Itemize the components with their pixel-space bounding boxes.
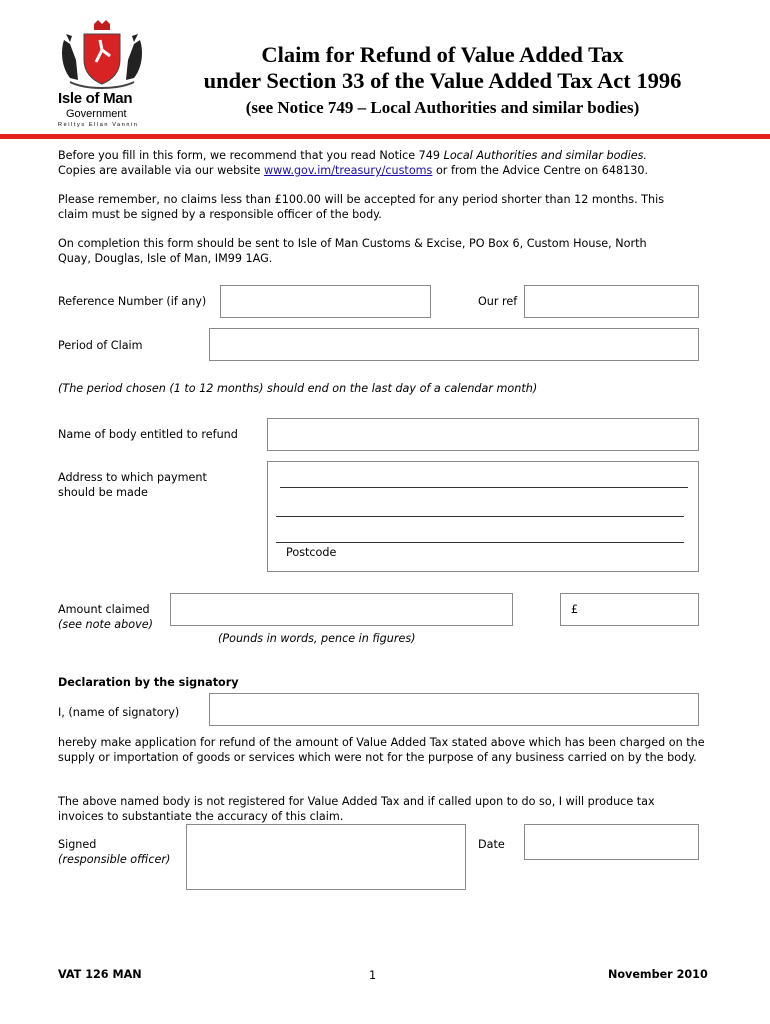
reference-number-label: Reference Number (if any) <box>58 295 207 308</box>
declaration-paragraph-1: hereby make application for refund of the amount of Value Added Tax stated above which has been charged on the supply or importation of goods or services which were not for the purpose of any business carried on by the body. <box>58 736 705 764</box>
body-name-label: Name of body entitled to refund <box>58 428 238 441</box>
form-title-line-2: under Section 33 of the Value Added Tax Act 1996 <box>203 68 682 93</box>
address-line-3 <box>276 542 684 543</box>
intro-p1-text-b: Copies are available via our website <box>58 164 264 177</box>
our-ref-field[interactable] <box>524 285 699 318</box>
intro-p1-text-c: or from the Advice Centre on 648130. <box>432 164 649 177</box>
form-subtitle: (see Notice 749 – Local Authorities and similar bodies) <box>245 98 640 117</box>
logo-text-isle-of-man: Isle of Man <box>58 90 133 107</box>
declaration-heading: Declaration by the signatory <box>58 676 239 689</box>
isle-of-man-government-logo <box>56 20 148 132</box>
our-ref-label: Our ref <box>478 295 518 308</box>
address-line-1 <box>280 487 688 488</box>
footer-date: November 2010 <box>608 968 708 981</box>
website-link[interactable]: www.gov.im/treasury/customs <box>263 164 433 177</box>
date-field[interactable] <box>524 824 699 860</box>
pound-sign: £ <box>571 603 579 616</box>
address-line-2 <box>276 516 684 517</box>
intro-paragraph-3: On completion this form should be sent to Isle of Man Customs & Excise, PO Box 6, Custom House, North Quay, Douglas, Isle of Man, IM99 1AG. <box>58 237 647 265</box>
signed-note: (responsible officer) <box>58 853 171 866</box>
amount-in-words-field[interactable] <box>170 593 513 626</box>
period-of-claim-field[interactable] <box>209 328 699 361</box>
postcode-label: Postcode <box>286 546 337 559</box>
intro-paragraph-1 <box>58 148 718 178</box>
notice-title-italic: Local Authorities and similar bodies. <box>443 149 647 162</box>
intro-paragraph-2: Please remember, no claims less than £100.00 will be accepted for any period shorter than 12 months. This claim must be signed by a responsible officer of the body. <box>58 193 665 221</box>
body-name-field[interactable] <box>267 418 699 451</box>
logo-text-government: Government <box>66 108 127 120</box>
signatory-name-field[interactable] <box>209 693 699 726</box>
declaration-paragraph-2: The above named body is not registered for Value Added Tax and if called upon to do so, I will produce tax invoices to substantiate the accuracy of this claim. <box>58 795 655 823</box>
footer-form-code: VAT 126 MAN <box>58 968 142 981</box>
amount-claimed-note: (see note above) <box>58 618 153 631</box>
signature-field[interactable] <box>186 824 466 890</box>
address-label-line-1: Address to which payment <box>58 471 207 484</box>
form-title-line-1: Claim for Refund of Value Added Tax <box>261 42 624 67</box>
date-label: Date <box>478 838 505 851</box>
header-red-rule <box>0 134 770 139</box>
address-label-line-2: should be made <box>58 486 148 499</box>
reference-number-field[interactable] <box>220 285 431 318</box>
footer-page-number: 1 <box>369 969 377 982</box>
period-of-claim-label: Period of Claim <box>58 339 143 352</box>
signed-label: Signed <box>58 838 97 851</box>
amount-in-figures-field[interactable] <box>560 593 699 626</box>
address-field[interactable] <box>267 461 699 572</box>
coat-of-arms-icon <box>56 20 148 92</box>
amount-claimed-label: Amount claimed <box>58 603 150 616</box>
signatory-name-label: I, (name of signatory) <box>58 706 180 719</box>
period-note: (The period chosen (1 to 12 months) should end on the last day of a calendar month) <box>58 382 538 395</box>
amount-hint: (Pounds in words, pence in figures) <box>218 632 416 645</box>
intro-p1-text-a: Before you fill in this form, we recommend that you read Notice 749 <box>58 149 444 162</box>
logo-text-manx: Reiltys Ellan Vannin <box>58 122 139 128</box>
